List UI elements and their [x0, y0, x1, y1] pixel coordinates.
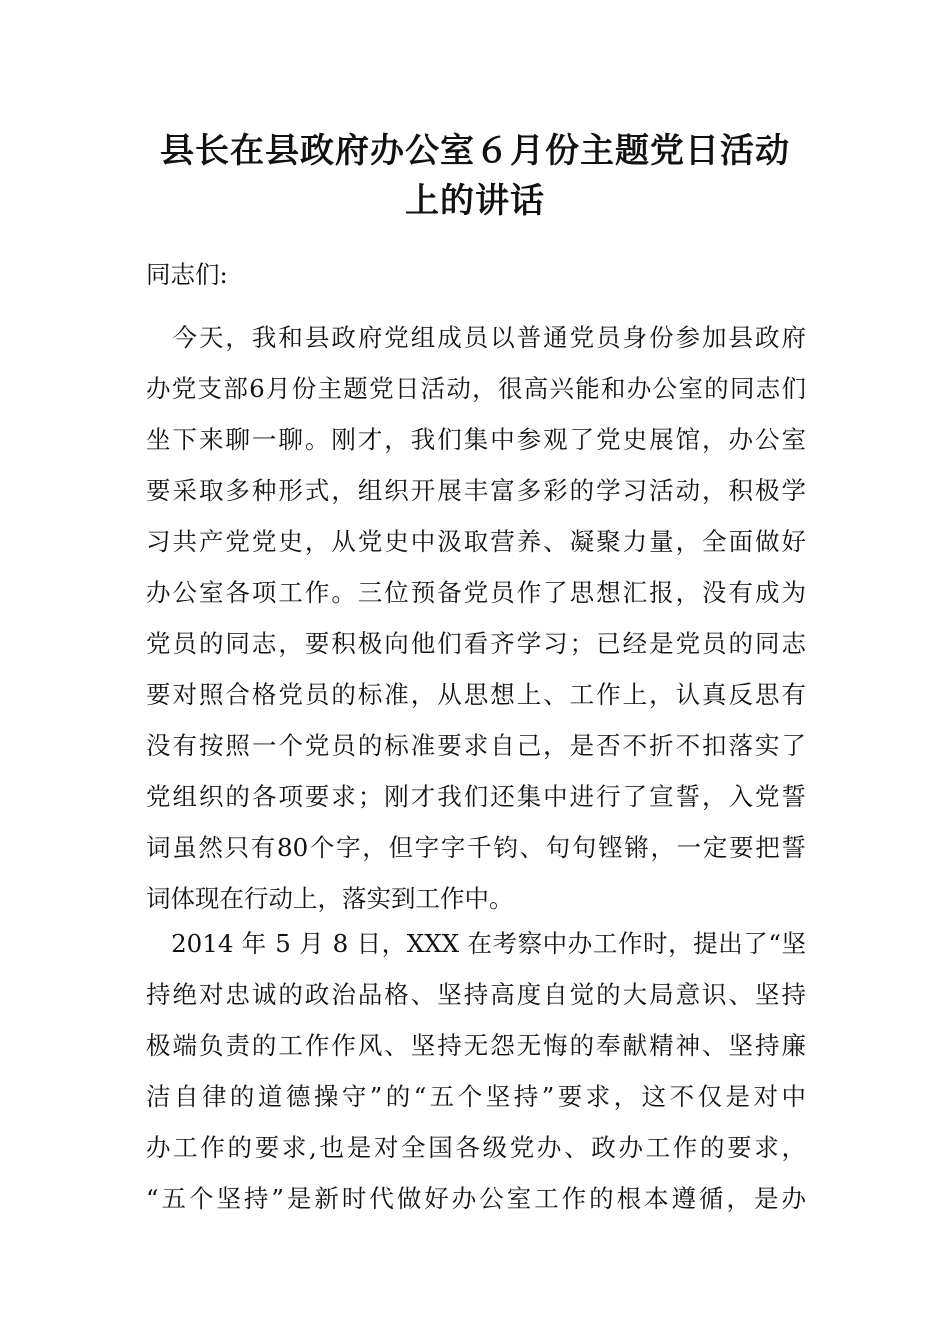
paragraph-2-line: 洁自律的道德操守”的“五个坚持”要求，这不仅是对中	[146, 1082, 806, 1111]
paragraph-1-line: 党组织的各项要求；刚才我们还集中进行了宣誓，入党誓	[146, 782, 806, 811]
paragraph-1-line: 词虽然只有80个字，但字字千钧、句句铿锵，一定要把誓	[146, 833, 806, 862]
paragraph-2-line: “五个坚持”是新时代做好办公室工作的根本遵循，是办	[146, 1184, 806, 1213]
paragraph-1-line: 党员的同志，要积极向他们看齐学习；已经是党员的同志	[146, 629, 806, 658]
document-title-line-2: 上的讲话	[405, 181, 545, 221]
paragraph-1-line: 习共产党党史，从党史中汲取营养、凝聚力量，全面做好	[146, 527, 806, 556]
paragraph-2-line: 办工作的要求,也是对全国各级党办、政办工作的要求，	[146, 1133, 806, 1162]
paragraph-1-line: 办公室各项工作。三位预备党员作了思想汇报，没有成为	[146, 578, 806, 607]
paragraph-1-line: 坐下来聊一聊。刚才，我们集中参观了党史展馆，办公室	[146, 425, 806, 454]
paragraph-2	[146, 918, 806, 1224]
paragraph-1	[146, 312, 806, 924]
paragraph-1-line: 要采取多种形式，组织开展丰富多彩的学习活动，积极学	[146, 476, 806, 505]
paragraph-1-line: 今天，我和县政府党组成员以普通党员身份参加县政府	[146, 323, 806, 352]
paragraph-2-line: 极端负责的工作作风、坚持无怨无悔的奉献精神、坚持廉	[146, 1031, 806, 1060]
paragraph-2-line: 2014 年 5 月 8 日，XXX 在考察中办工作时，提出了“坚	[146, 929, 806, 958]
paragraph-1-line: 词体现在行动上，落实到工作中。	[146, 884, 514, 913]
document-title-line-1: 县长在县政府办公室６月份主题党日活动	[160, 131, 790, 171]
salutation: 同志们:	[146, 260, 228, 289]
paragraph-1-line: 要对照合格党员的标准，从思想上、工作上，认真反思有	[146, 680, 806, 709]
paragraph-1-line: 没有按照一个党员的标准要求自己，是否不折不扣落实了	[146, 731, 806, 760]
paragraph-2-line: 持绝对忠诚的政治品格、坚持高度自觉的大局意识、坚持	[146, 980, 806, 1009]
paragraph-1-line: 办党支部6月份主题党日活动，很高兴能和办公室的同志们	[146, 374, 806, 403]
